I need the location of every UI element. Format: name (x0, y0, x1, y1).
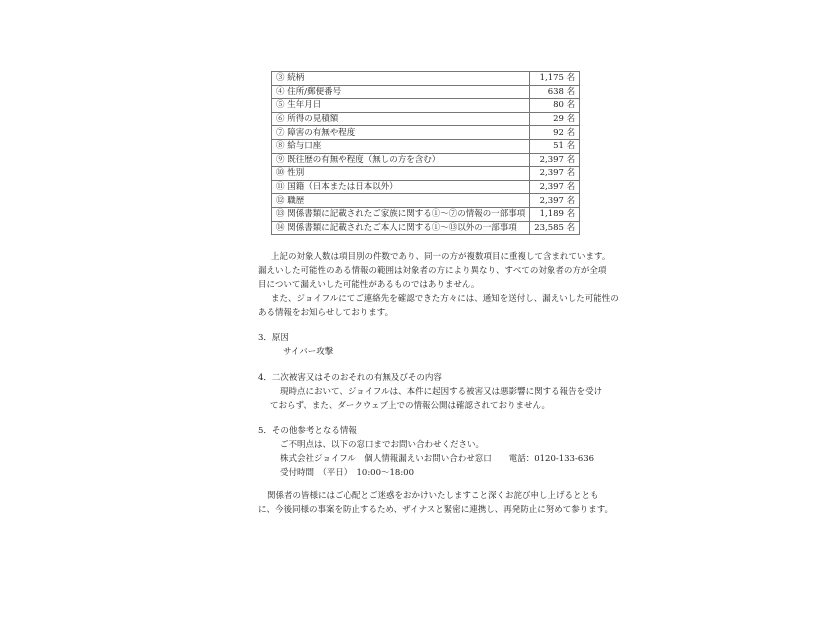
item-count: 92 名 (530, 126, 580, 140)
table-row (272, 72, 580, 86)
table-row (272, 85, 580, 99)
section-3-heading: 3．原因 (258, 333, 289, 343)
closing-line: に、今後同様の事案を防止するため、ザイナスと緊密に連携し、再発防止に努めて参ります。 (258, 505, 614, 515)
item-label: ⑧ 給与口座 (272, 139, 530, 153)
item-label: ⑤ 生年月日 (272, 99, 530, 113)
item-label: ④ 住所/郵便番号 (272, 85, 530, 99)
item-label: ⑫ 職歴 (272, 194, 530, 208)
note-line: ある情報をお知らせしております。 (258, 308, 394, 318)
item-count: 51 名 (530, 139, 580, 153)
item-count: 2,397 名 (530, 167, 580, 181)
item-label: ⑩ 性別 (272, 167, 530, 181)
item-count: 1,189 名 (530, 207, 580, 221)
item-count: 80 名 (530, 99, 580, 113)
item-label: ⑭ 関係書類に記載されたご本人に関する①～⑬以外の一部事項 (272, 221, 530, 235)
item-count: 2,397 名 (530, 180, 580, 194)
item-count: 23,585 名 (530, 221, 580, 235)
section-4-body: ておらず、また、ダークウェブ上での情報公開は確認されておりません。 (270, 401, 550, 411)
note-line: 漏えいした可能性のある情報の範囲は対象者の方により異なり、すべての対象者の方が全項 (258, 266, 607, 276)
section-3-body: サイバー攻撃 (283, 347, 334, 357)
table-row (272, 112, 580, 126)
affected-items-table (271, 71, 580, 235)
section-4-body: 現時点において、ジョイフルは、本件に起因する被害又は悪影響に関する報告を受け (280, 387, 603, 397)
table-row (272, 126, 580, 140)
note-line: 上記の対象人数は項目別の件数であり、同一の方が複数項目に重複して含まれています。 (271, 252, 611, 262)
item-label: ⑪ 国籍（日本または日本以外） (272, 180, 530, 194)
table-row (272, 153, 580, 167)
item-label: ⑬ 関係書類に記載されたご家族に関する①～⑦の情報の一部事項 (272, 207, 530, 221)
item-count: 2,397 名 (530, 153, 580, 167)
table-row (272, 99, 580, 113)
note-line: 目について漏えいした可能性があるものではありません。 (258, 280, 480, 290)
section-5-heading: 5．その他参考となる情報 (258, 426, 357, 436)
table-row (272, 207, 580, 221)
item-label: ⑦ 障害の有無や程度 (272, 126, 530, 140)
section-5-body: ご不明点は、以下の窓口までお問い合わせください。 (280, 440, 485, 450)
item-count: 638 名 (530, 85, 580, 99)
item-count: 2,397 名 (530, 194, 580, 208)
section-4-heading: 4．二次被害又はそのおそれの有無及びその内容 (258, 373, 442, 383)
table-row (272, 139, 580, 153)
item-label: ⑨ 既往歴の有無や程度（無しの方を含む） (272, 153, 530, 167)
table-row (272, 221, 580, 235)
hours-line: 受付時間 （平日） 10:00～18:00 (280, 468, 414, 478)
item-count: 1,175 名 (530, 72, 580, 86)
item-label: ③ 続柄 (272, 72, 530, 86)
closing-line: 関係者の皆様にはご心配とご迷惑をおかけいたしますこと深くお詫び申し上げるととも (267, 491, 599, 501)
item-count: 29 名 (530, 112, 580, 126)
note-line: また、ジョイフルにてご連絡先を確認できた方々には、通知を送付し、漏えいした可能性の (271, 294, 619, 304)
contact-line: 株式会社ジョイフル 個人情報漏えいお問い合わせ窓口 電話：0120-133-636 (280, 454, 595, 464)
table-row (272, 194, 580, 208)
table-row (272, 180, 580, 194)
item-label: ⑥ 所得の見積額 (272, 112, 530, 126)
table-row (272, 167, 580, 181)
